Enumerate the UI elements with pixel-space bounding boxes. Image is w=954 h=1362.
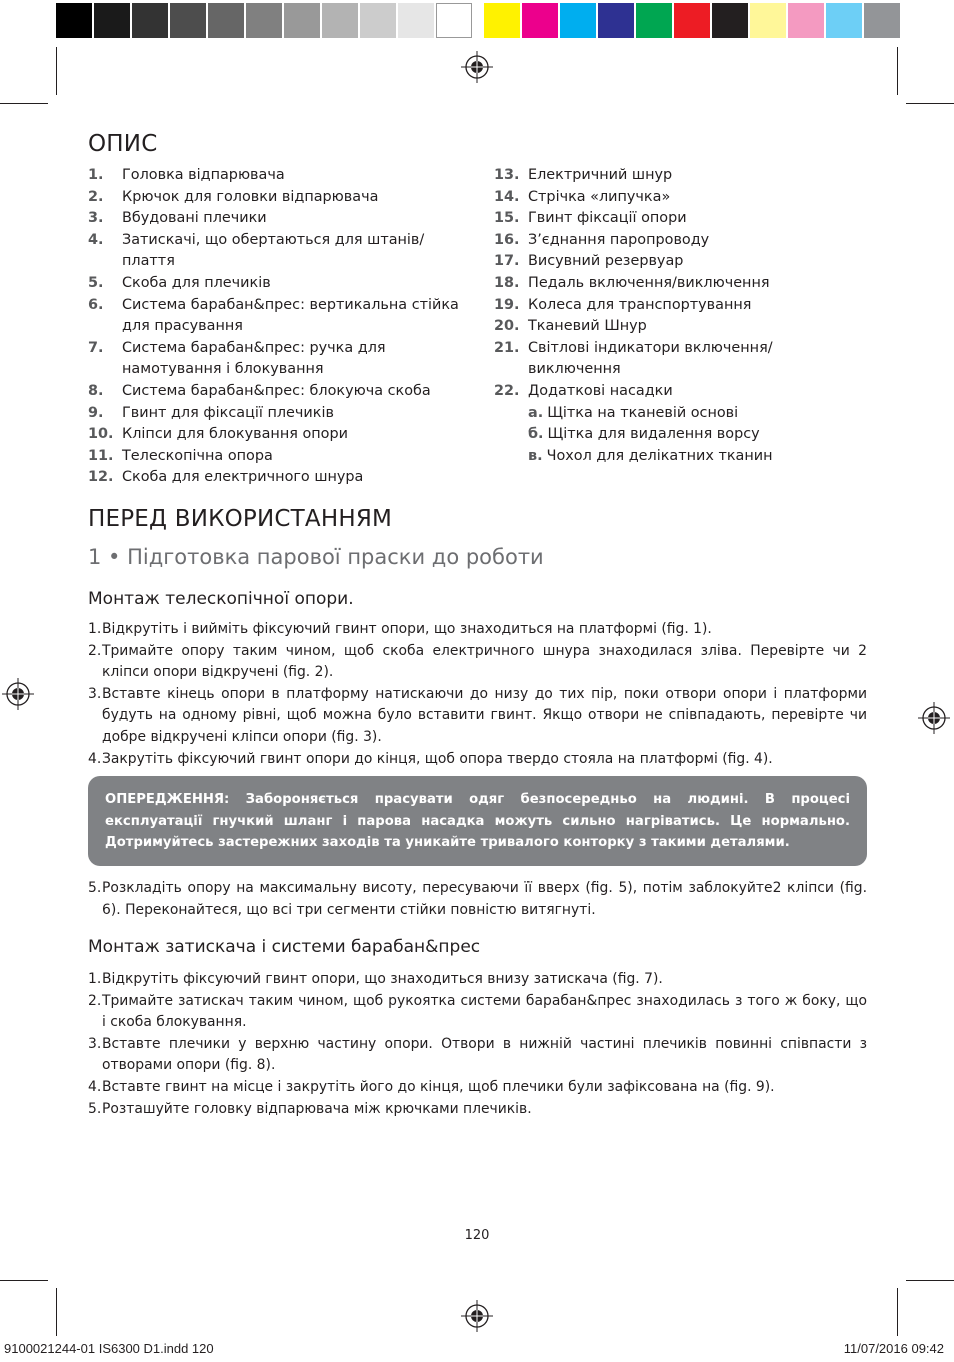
item-text: Система барабан&прес: ручка для намотування і блокування	[122, 339, 386, 378]
slug-filename: 9100021244-01 IS6300 D1.indd 120	[4, 1341, 214, 1356]
list-item	[88, 187, 464, 209]
item-number: 22.	[494, 382, 520, 399]
item-number: 5.	[88, 274, 104, 291]
item-text: Світлові індикатори включення/ виключення	[528, 339, 773, 378]
list-item	[88, 295, 464, 338]
item-number: а.	[528, 404, 544, 421]
crop-mark	[906, 1280, 954, 1281]
item-text: Стрічка «липучка»	[528, 188, 671, 205]
item-text: Колеса для транспортування	[528, 296, 752, 313]
item-text: Педаль включення/виключення	[528, 274, 770, 291]
list-item	[494, 187, 866, 209]
item-number: 14.	[494, 188, 520, 205]
gray-swatch	[360, 3, 396, 38]
warning-box	[88, 776, 867, 866]
list-item	[494, 295, 866, 317]
gray-swatch	[132, 3, 168, 38]
registration-mark-icon	[461, 1300, 493, 1332]
section-heading-telescopic: Монтаж телескопічної опори.	[88, 589, 354, 609]
step-text: Розкладіть опору на максимальну висоту, пересуваючи її вверх (fig. 5), потім заблокуйте2 кліпси (fig. 6). Переконайтеся, що всі три сегменти стійки повністю витягнуті.	[102, 880, 867, 918]
step-number: 1.	[88, 621, 102, 637]
gray-swatch	[170, 3, 206, 38]
item-number: 11.	[88, 447, 114, 464]
list-item	[494, 165, 866, 187]
list-item	[88, 641, 867, 684]
slug-date: 11/07/2016 09:42	[843, 1341, 944, 1356]
list-item	[88, 991, 867, 1034]
item-number: 21.	[494, 339, 520, 356]
item-number: 20.	[494, 318, 520, 335]
step-number: 1.	[88, 971, 102, 987]
list-item	[88, 878, 867, 921]
item-number: б.	[528, 426, 544, 443]
list-item	[494, 230, 866, 252]
list-item	[494, 381, 866, 403]
list-item	[88, 749, 867, 771]
item-number: 6.	[88, 296, 104, 313]
registration-mark-icon	[461, 51, 493, 83]
list-item	[494, 338, 866, 381]
color-swatch	[522, 3, 558, 38]
gray-swatch	[94, 3, 130, 38]
item-number: 8.	[88, 382, 104, 399]
list-item	[88, 165, 464, 187]
step-text: Тримайте опору таким чином, щоб скоба електричного шнура знаходилася зліва. Перевірте чи 2 кліпси опори відкручені (fig. 2).	[102, 642, 867, 681]
item-number: 3.	[88, 210, 104, 227]
step-number: 3.	[88, 685, 102, 702]
list-item	[88, 467, 464, 489]
item-text: Додаткові насадки	[528, 382, 673, 399]
telescopic-steps	[88, 619, 867, 770]
item-text: Крючок для головки відпарювача	[122, 188, 379, 205]
color-swatch	[826, 3, 862, 38]
list-item	[88, 684, 867, 749]
step-number: 4.	[88, 1078, 102, 1095]
telescopic-step-5	[88, 878, 867, 921]
section-heading-clamp: Монтаж затискача і системи барабан&прес	[88, 937, 481, 957]
item-text: Гвинт для фіксації плечиків	[122, 404, 334, 421]
color-swatch	[484, 3, 520, 38]
item-text: Телескопічна опора	[122, 447, 273, 464]
gray-swatch	[322, 3, 358, 38]
step-number: 5.	[88, 1100, 102, 1117]
list-item	[88, 403, 464, 425]
parts-list-left	[88, 165, 464, 489]
color-swatch	[598, 3, 634, 38]
before-use-title: ПЕРЕД ВИКОРИСТАННЯМ	[88, 506, 393, 532]
crop-mark	[897, 1288, 898, 1336]
item-number: 2.	[88, 188, 104, 205]
list-item	[88, 619, 867, 641]
list-item	[88, 208, 464, 230]
item-number: 12.	[88, 469, 114, 486]
step-text: Вставте плечики у верхню частину опори. Отвори в нижній частині плечиків повинні співпасти з отворами опори (fig. 8).	[102, 1035, 867, 1074]
item-text: Скоба для плечиків	[122, 274, 271, 291]
color-swatch	[788, 3, 824, 38]
gray-swatch	[56, 3, 92, 38]
list-item	[88, 1077, 867, 1099]
item-text: Щітка на тканевій основі	[547, 404, 739, 421]
item-text: З’єднання паропроводу	[528, 231, 710, 248]
step-text: Розташуйте головку відпарювача між крючками плечиків.	[102, 1100, 532, 1117]
clamp-steps	[88, 969, 867, 1120]
item-number: 7.	[88, 339, 104, 356]
list-item	[88, 424, 464, 446]
item-number: 16.	[494, 231, 520, 248]
item-number: 15.	[494, 210, 520, 227]
item-text: Висувний резервуар	[528, 253, 684, 270]
registration-mark-icon	[918, 702, 950, 734]
step-number: 3.	[88, 1035, 102, 1052]
item-text: Чохол для делікатних тканин	[546, 447, 773, 464]
item-text: Вбудовані плечики	[122, 210, 267, 227]
item-number: в.	[528, 447, 543, 464]
step-text: Відкрутіть фіксуючий гвинт опори, що знаходиться внизу затискача (fig. 7).	[102, 971, 663, 987]
item-number: 13.	[494, 167, 520, 183]
list-item	[88, 381, 464, 403]
list-item	[88, 338, 464, 381]
list-item	[494, 424, 866, 446]
crop-mark	[56, 1288, 57, 1336]
color-swatch	[674, 3, 710, 38]
parts-list-right	[494, 165, 866, 467]
gray-swatch	[284, 3, 320, 38]
item-number: 19.	[494, 296, 520, 313]
item-text: Система барабан&прес: блокуюча скоба	[122, 382, 431, 399]
item-number: 17.	[494, 253, 520, 270]
list-item	[494, 316, 866, 338]
list-item	[494, 273, 866, 295]
list-item	[494, 251, 866, 273]
color-swatch	[560, 3, 596, 38]
list-item	[88, 1099, 867, 1121]
list-item	[88, 273, 464, 295]
item-text: Система барабан&прес: вертикальна стійка для прасування	[122, 296, 459, 335]
color-swatch	[712, 3, 748, 38]
list-item	[88, 446, 464, 468]
list-item	[494, 403, 866, 425]
item-text: Затискачі, що обертаються для штанів/ плаття	[122, 231, 425, 270]
item-number: 9.	[88, 404, 104, 421]
item-text: Електричний шнур	[528, 167, 673, 183]
list-item	[88, 230, 464, 273]
gray-swatch	[208, 3, 244, 38]
list-item	[88, 969, 867, 991]
item-text: Тканевий Шнур	[528, 318, 647, 335]
crop-mark	[0, 103, 48, 104]
step-text: Відкрутіть і вийміть фіксуючий гвинт опори, що знаходиться на платформі (fig. 1).	[102, 621, 712, 637]
list-item	[88, 1034, 867, 1077]
gray-swatch	[246, 3, 282, 38]
crop-mark	[56, 47, 57, 95]
page-number: 120	[464, 1228, 490, 1243]
item-text: Головка відпарювача	[122, 167, 285, 183]
item-text: Кліпси для блокування опори	[122, 426, 348, 443]
process-color-bar	[484, 3, 902, 38]
crop-mark	[897, 47, 898, 95]
item-number: 10.	[88, 426, 114, 443]
description-title: ОПИС	[88, 131, 158, 157]
crop-mark	[0, 1280, 48, 1281]
step-text: Вставте кінець опори в платформу натискаючи до низу до тих пір, поки отвори опори і платформи будуть на одному рівні, щоб можна було вставити гвинт. Якщо отвори не співпадають, перевірте чи добре відкручені кліпси опори (fig. 3).	[102, 685, 867, 745]
registration-mark-icon	[2, 678, 34, 710]
step-number: 2.	[88, 992, 102, 1009]
item-number: 1.	[88, 167, 104, 183]
step-number: 4.	[88, 750, 102, 767]
warning-text: ОПЕРЕДЖЕННЯ: Забороняється прасувати одяг безпосередньо на людині. В процесі експлуатації гнучкий шланг і парова насадка можуть сильно нагріватись. Це нормально. Дотримуйтесь застережних заходів та уникайте тривалого конторку з такими деталями.	[105, 792, 850, 851]
list-item	[494, 208, 866, 230]
preparation-subtitle: 1 • Підготовка парової праски до роботи	[88, 545, 544, 569]
item-number: 4.	[88, 231, 104, 248]
item-number: 18.	[494, 274, 520, 291]
color-swatch	[750, 3, 786, 38]
step-text: Вставте гвинт на місце і закрутіть його до кінця, щоб плечики були зафіксована на (fig. 9).	[102, 1078, 775, 1095]
step-number: 5.	[88, 880, 102, 896]
crop-mark	[906, 103, 954, 104]
gray-swatch	[436, 3, 472, 38]
list-item	[494, 446, 866, 468]
item-text: Скоба для електричного шнура	[122, 469, 364, 486]
step-text: Тримайте затискач таким чином, щоб рукоятка системи барабан&прес знаходилась з того ж боку, що і скоба блокування.	[102, 992, 867, 1031]
color-swatch	[864, 3, 900, 38]
item-text: Щітка для видалення ворсу	[547, 426, 760, 443]
color-swatch	[636, 3, 672, 38]
step-number: 2.	[88, 642, 102, 659]
grayscale-color-bar	[56, 3, 474, 38]
step-text: Закрутіть фіксуючий гвинт опори до кінця, щоб опора твердо стояла на платформі (fig. 4).	[102, 750, 773, 767]
item-text: Гвинт фіксації опори	[528, 210, 687, 227]
gray-swatch	[398, 3, 434, 38]
